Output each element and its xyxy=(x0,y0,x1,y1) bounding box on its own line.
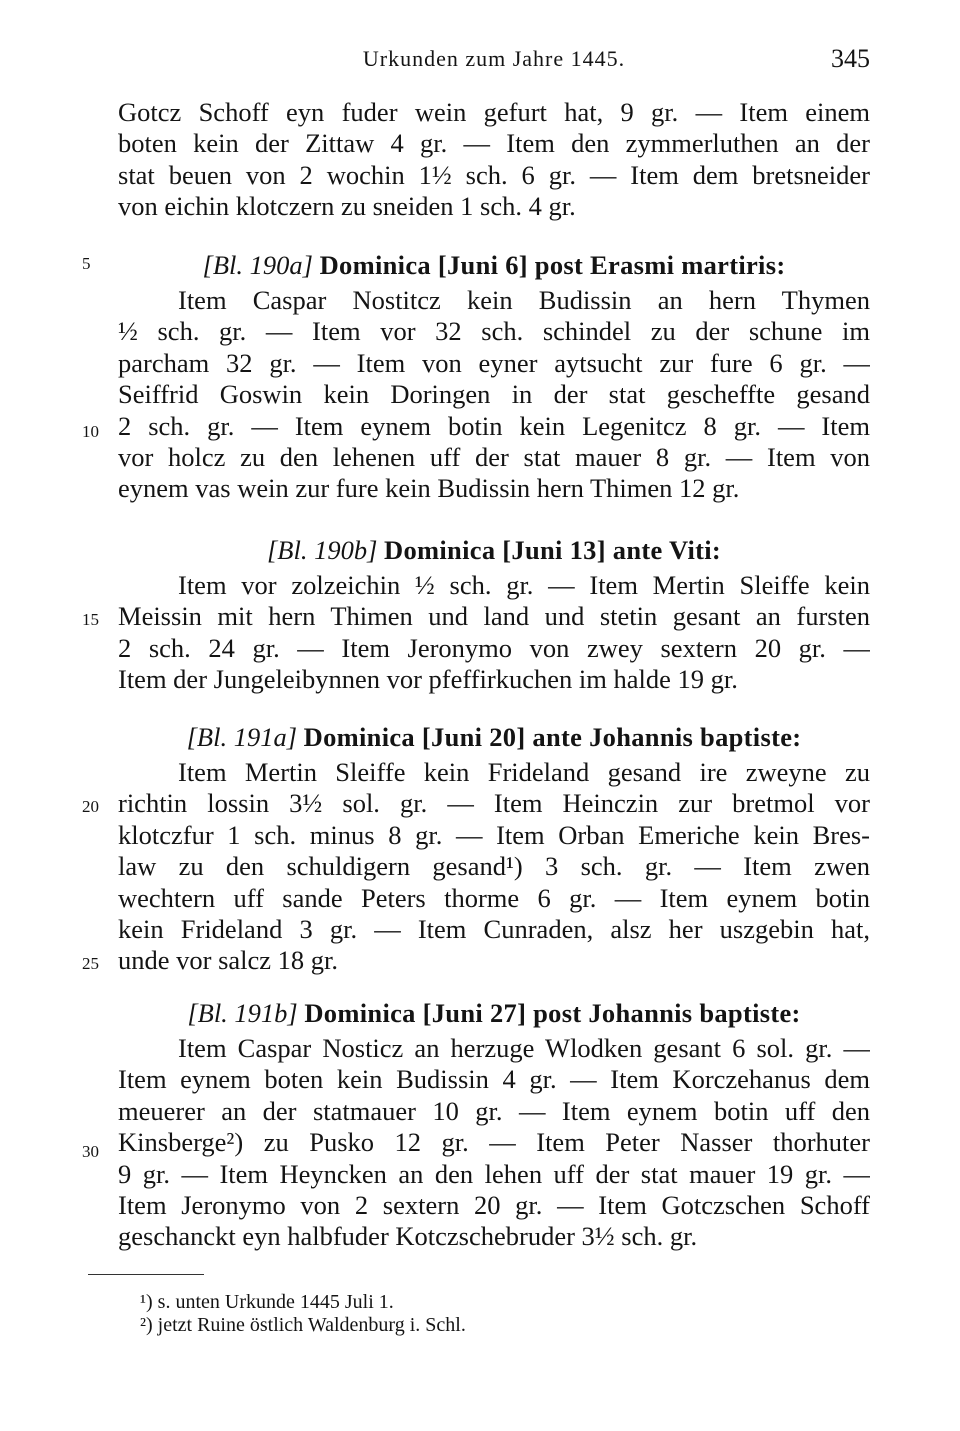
text-line: Item Caspar Nosticz an herzuge Wlodken gesant 6 sol. gr. — xyxy=(178,1033,870,1063)
entry-bl-190b xyxy=(118,530,870,696)
text-line: law zu den schuldigern gesand¹) 3 sch. gr. — Item zwen xyxy=(118,851,870,882)
text-line: unde vor salcz 18 gr. xyxy=(118,945,339,976)
text-line: 9 gr. — Item Heyncken an den lehen uff der stat mauer 19 gr. — xyxy=(118,1158,870,1189)
footnote-rule xyxy=(88,1274,204,1275)
entry-heading xyxy=(118,993,870,1033)
folio-reference: [Bl. 191b] xyxy=(187,998,298,1028)
text-line: Gotcz Schoff eyn fuder wein gefurt hat, 9 gr. — Item einem xyxy=(118,97,870,127)
entry-heading xyxy=(118,245,870,285)
text-line: Kinsberge²) zu Pusko 12 gr. — Item Peter Nasser thorhuter xyxy=(118,1127,870,1158)
line-number: 25 xyxy=(82,954,99,973)
text-line: Item Jeronymo von 2 sextern 20 gr. — Item Gotczschen Schoff xyxy=(118,1189,870,1220)
text-line: Item Caspar Nostitcz kein Budissin an hern Thymen xyxy=(178,285,870,315)
page-number: 345 xyxy=(831,44,870,73)
text-line: vor holcz zu den lehenen uff der stat mauer 8 gr. — Item von xyxy=(118,441,870,472)
text-line: parcham 32 gr. — Item von eyner aytsucht zur fure 6 gr. — xyxy=(118,347,870,378)
intro-paragraph xyxy=(118,97,870,223)
text-line: Item Mertin Sleiffe kein Frideland gesand ire zweyne zu xyxy=(178,757,870,787)
text-line: meuerer an der statmauer 10 gr. — Item eynem botin uff den xyxy=(118,1095,870,1126)
line-number: 15 xyxy=(82,610,99,629)
entry-heading xyxy=(118,530,870,570)
entry-title: Dominica [Juni 13] ante Viti: xyxy=(384,535,722,565)
entry-bl-191b xyxy=(118,993,870,1253)
text-line: Item eynem boten kein Budissin 4 gr. — Item Korczehanus dem xyxy=(118,1064,870,1095)
entry-bl-191a xyxy=(118,717,870,977)
line-number: 30 xyxy=(82,1142,99,1161)
text-line: eynem vas wein zur fure kein Budissin hern Thimen 12 gr. xyxy=(118,473,740,504)
folio-reference: [Bl. 191a] xyxy=(186,722,298,752)
footnote: ²) jetzt Ruine östlich Waldenburg i. Schl. xyxy=(140,1314,466,1336)
entry-title: Dominica [Juni 20] ante Johannis baptiste: xyxy=(303,722,802,752)
text-line: 2 sch. gr. — Item eynem botin kein Legenitcz 8 gr. — Item xyxy=(118,410,870,441)
text-line: kein Frideland 3 gr. — Item Cunraden, alsz her uszgebin hat, xyxy=(118,913,870,944)
text-line: 2 sch. 24 gr. — Item Jeronymo von zwey sextern 20 gr. — xyxy=(118,632,870,663)
text-line: Item vor zolzeichin ½ sch. gr. — Item Mertin Sleiffe kein xyxy=(178,570,870,600)
text-line: von eichin klotczern zu sneiden 1 sch. 4 gr. xyxy=(118,191,576,222)
line-number: 5 xyxy=(82,254,91,273)
entry-heading xyxy=(118,717,870,757)
folio-reference: [Bl. 190b] xyxy=(266,535,378,565)
footnote: ¹) s. unten Urkunde 1445 Juli 1. xyxy=(140,1291,394,1313)
entry-title: Dominica [Juni 27] post Johannis baptiste: xyxy=(304,998,801,1028)
folio-reference: [Bl. 190a] xyxy=(202,250,313,280)
text-line: geschanckt eyn halbfuder Kotczschebruder 3½ sch. gr. xyxy=(118,1221,698,1252)
text-line: stat beuen von 2 wochin 1½ sch. 6 gr. — Item dem bretsneider xyxy=(118,159,870,190)
line-number: 20 xyxy=(82,797,99,816)
text-line: klotczfur 1 sch. minus 8 gr. — Item Orban Emeriche kein Bres- xyxy=(118,819,870,850)
text-line: wechtern uff sande Peters thorme 6 gr. — Item eynem botin xyxy=(118,882,870,913)
text-line: Meissin mit hern Thimen und land und stetin gesant an fursten xyxy=(118,601,870,632)
text-line: Item der Jungeleibynnen vor pfeffirkuchen im halde 19 gr. xyxy=(118,664,738,695)
text-line: richtin lossin 3½ sol. gr. — Item Heinczin zur bretmol vor xyxy=(118,788,870,819)
entry-title: Dominica [Juni 6] post Erasmi martiris: xyxy=(319,250,786,280)
running-head xyxy=(118,44,870,78)
entry-bl-190a xyxy=(118,245,870,505)
running-title: Urkunden zum Jahre 1445. xyxy=(362,46,626,71)
text-line: Seiffrid Goswin kein Doringen in der stat gescheffte gesand xyxy=(118,379,870,410)
text-line: ½ sch. gr. — Item vor 32 sch. schindel zu der schune im xyxy=(118,316,870,347)
line-number: 10 xyxy=(82,422,99,441)
text-line: boten kein der Zittaw 4 gr. — Item den zymmerluthen an der xyxy=(118,128,870,159)
